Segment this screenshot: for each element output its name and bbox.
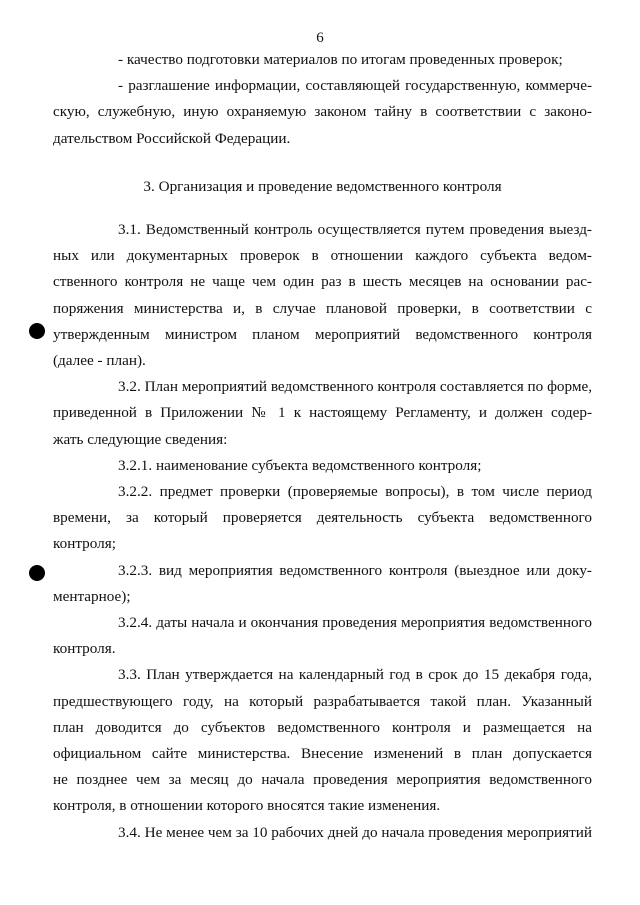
document-body: [53, 47, 593, 846]
page-number: 6: [316, 30, 324, 46]
text-line: ных или документарных проверок в отношении каждого субъекта ведом-: [53, 247, 592, 265]
text-line: официальном сайте министерства. Внесение изменений в план допускается: [53, 745, 592, 763]
text-line: 3.2. План мероприятий ведомственного контроля составляется по форме,: [118, 378, 593, 396]
paragraph-3-2-4: [53, 610, 592, 662]
text-line: приведенной в Приложении № 1 к настоящему Регламенту, и должен содер-: [53, 404, 592, 422]
paragraph-3-2: [53, 374, 592, 453]
text-line: ственного контроля не чаще чем один раз в шесть месяцев на основании рас-: [53, 273, 592, 291]
text-line: - разглашение информации, составляющей государственную, коммерче-: [118, 77, 592, 95]
paragraph-3-3: [53, 662, 592, 819]
text-line: - качество подготовки материалов по итогам проведенных проверок;: [118, 51, 563, 68]
text-line: контроля, в отношении которого вносятся такие изменения.: [53, 797, 441, 815]
text-line: 3.1. Ведомственный контроль осуществляется путем проведения выезд-: [118, 221, 592, 239]
text-line: 3.3. План утверждается на календарный год в срок до 15 декабря года,: [118, 666, 592, 684]
paragraph-3-2-1: [118, 453, 592, 479]
text-line: 3.2.1. наименование субъекта ведомственного контроля;: [118, 456, 482, 474]
text-line: ментарное);: [53, 587, 131, 605]
text-line: 3.2.4. даты начала и окончания проведения мероприятия ведомственного: [118, 614, 592, 632]
text-line: жать следующие сведения:: [53, 430, 228, 448]
paragraph-3-1: [53, 217, 592, 374]
text-line: не позднее чем за месяц до начала проведения мероприятия ведомственного: [53, 771, 592, 789]
text-line: контроля;: [53, 535, 116, 553]
text-line: времени, за который проверяется деятельность субъекта ведомственного: [53, 509, 592, 527]
punch-hole-top: [29, 323, 45, 339]
text-line: (далее - план).: [53, 352, 146, 370]
text-line: предшествующего году, на который разрабатывается такой план. Указанный: [53, 692, 592, 710]
section-heading: 3. Организация и проведение ведомственного контроля: [143, 177, 502, 195]
text-line: дательством Российской Федерации.: [53, 129, 291, 147]
text-line: скую, служебную, иную охраняемую законом тайну в соответствии с законо-: [53, 103, 592, 121]
list-item: [118, 47, 592, 73]
text-line: утвержденным министром планом мероприятий ведомственного контроля: [53, 325, 592, 343]
text-line: 3.4. Не менее чем за 10 рабочих дней до начала проведения мероприятий: [118, 823, 592, 841]
punch-hole-bottom: [29, 565, 45, 581]
paragraph-3-2-2: [53, 479, 592, 558]
text-line: 3.2.3. вид мероприятия ведомственного контроля (выездное или доку-: [118, 561, 592, 579]
text-line: 3.2.2. предмет проверки (проверяемые вопросы), в том числе период: [118, 483, 592, 501]
text-line: поряжения министерства и, в случае плановой проверки, в соответствии с: [53, 299, 592, 317]
paragraph-3-4: [118, 820, 592, 846]
text-line: контроля.: [53, 640, 116, 658]
text-line: план доводится до субъектов ведомственного контроля и размещается на: [53, 718, 592, 736]
list-item: [53, 73, 592, 152]
paragraph-3-2-3: [53, 558, 592, 610]
